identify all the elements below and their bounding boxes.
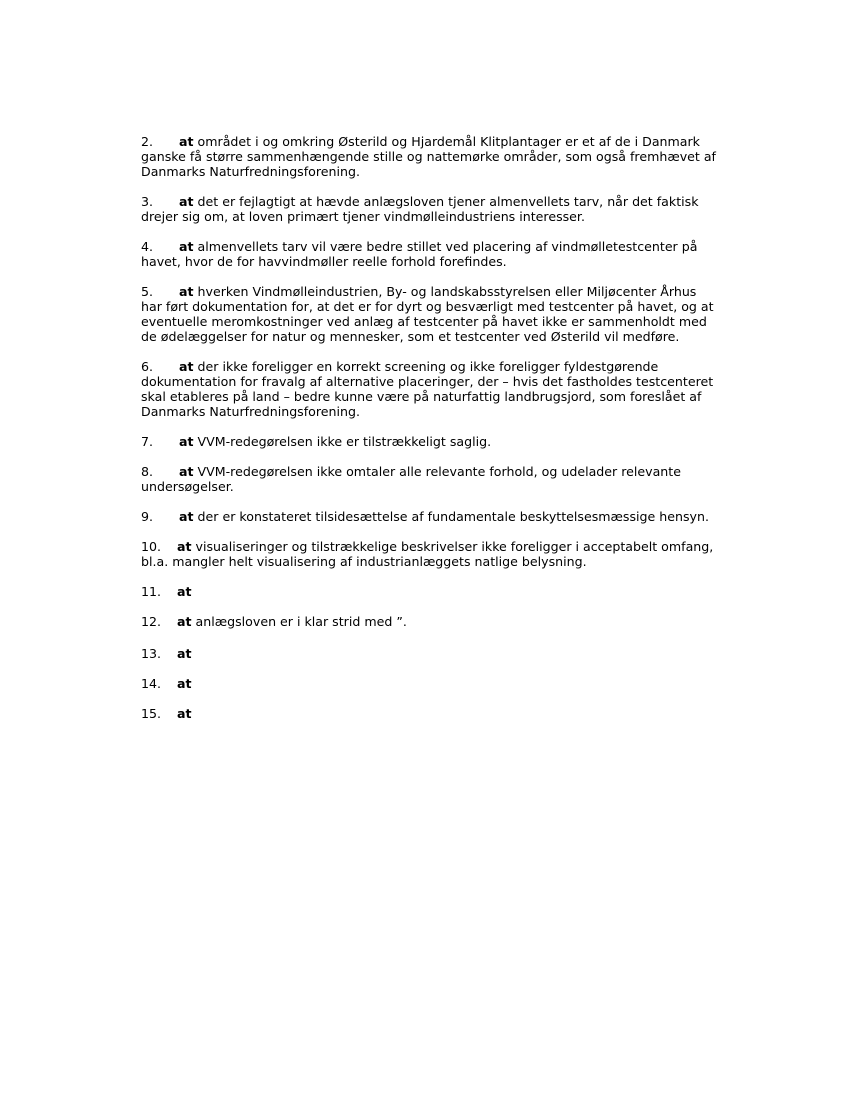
list-item: [141, 646, 721, 661]
list-item: [141, 539, 721, 569]
list-item: [141, 614, 721, 631]
list-item: [141, 736, 721, 751]
item-keyword: at: [179, 359, 194, 374]
item-number: 3.: [141, 194, 154, 209]
item-number: 2.: [141, 134, 154, 149]
list-item: [141, 464, 721, 494]
item-number: 8.: [141, 464, 154, 479]
item-keyword: at: [177, 676, 192, 691]
item-number: 4.: [141, 239, 154, 254]
list-item: [141, 584, 721, 599]
item-text: VVM-redegørelsen ikke er tilstrækkeligt saglig.: [197, 434, 492, 449]
document-page: [141, 134, 721, 766]
item-keyword: at: [179, 464, 194, 479]
item-text: det er fejlagtigt at hævde anlægsloven tjener almenvellets tarv, når det faktisk drejer sig om, at loven primært tjener vindmølleindustriens interesser.: [141, 194, 699, 224]
item-keyword: at: [179, 239, 194, 254]
item-text: visualiseringer og tilstrækkelige beskrivelser ikke foreligger i acceptabelt omfang, bl.a. mangler helt visualisering af industrianlæggets natlige belysning.: [141, 539, 714, 569]
item-keyword: at: [177, 584, 192, 599]
list-item: [141, 194, 721, 224]
item-keyword: at: [179, 509, 194, 524]
item-keyword: at: [179, 134, 194, 149]
list-item: [141, 284, 721, 344]
item-text: området i og omkring Østerild og Hjardemål Klitplantager er et af de i Danmark ganske få større sammenhængende stille og nattemørke områder, som også fremhævet af Danmarks Naturfredningsforening.: [141, 134, 716, 179]
item-number: 9.: [141, 509, 154, 524]
item-keyword: at: [179, 194, 194, 209]
item-number: 14.: [141, 676, 162, 691]
item-keyword: at: [179, 434, 194, 449]
item-number: 10.: [141, 539, 162, 554]
item-text-continued: ”.: [396, 614, 407, 629]
item-text: anlægsloven er i klar strid med: [195, 614, 393, 629]
item-number: 15.: [141, 706, 162, 721]
list-item: [141, 434, 721, 449]
item-number: 11.: [141, 584, 162, 599]
item-number: 12.: [141, 614, 162, 629]
list-item: [141, 134, 721, 179]
item-keyword: at: [177, 706, 192, 721]
list-item: [141, 509, 721, 524]
item-number: 5.: [141, 284, 154, 299]
item-number: 6.: [141, 359, 154, 374]
item-keyword: at: [179, 284, 194, 299]
item-text: der er konstateret tilsidesættelse af fundamentale beskyttelsesmæssige hensyn.: [197, 509, 709, 524]
item-keyword: at: [177, 614, 192, 629]
item-keyword: at: [177, 539, 192, 554]
item-text: VVM-redegørelsen ikke omtaler alle relevante forhold, og udelader relevante undersøgelser.: [141, 464, 681, 494]
list-item: [141, 676, 721, 691]
item-text: hverken Vindmølleindustrien, By- og landskabsstyrelsen eller Miljøcenter Århus har ført dokumentation for, at det er for dyrt og besværligt med testcenter på havet, og at eventuelle meromkostninger ved anlæg af testcenter på havet ikke er sammenholdt med de ødelæggelser for natur og mennesker, som et testcenter ved Østerild vil medføre.: [141, 284, 714, 344]
item-number: 7.: [141, 434, 154, 449]
item-text: der ikke foreligger en korrekt screening og ikke foreligger fyldestgørende dokumentation for fravalg af alternative placeringer, der – hvis det fastholdes testcenteret skal etableres på land – bedre kunne være på naturfattig landbrugsjord, som foreslået af Danmarks Naturfredningsforening.: [141, 359, 714, 419]
item-keyword: at: [177, 646, 192, 661]
list-item: [141, 239, 721, 269]
list-item: [141, 706, 721, 721]
item-text: almenvellets tarv vil være bedre stillet ved placering af vindmølletestcenter på havet, hvor de for havvindmøller reelle forhold forefindes.: [141, 239, 698, 269]
item-number: 13.: [141, 646, 162, 661]
list-item: [141, 359, 721, 419]
